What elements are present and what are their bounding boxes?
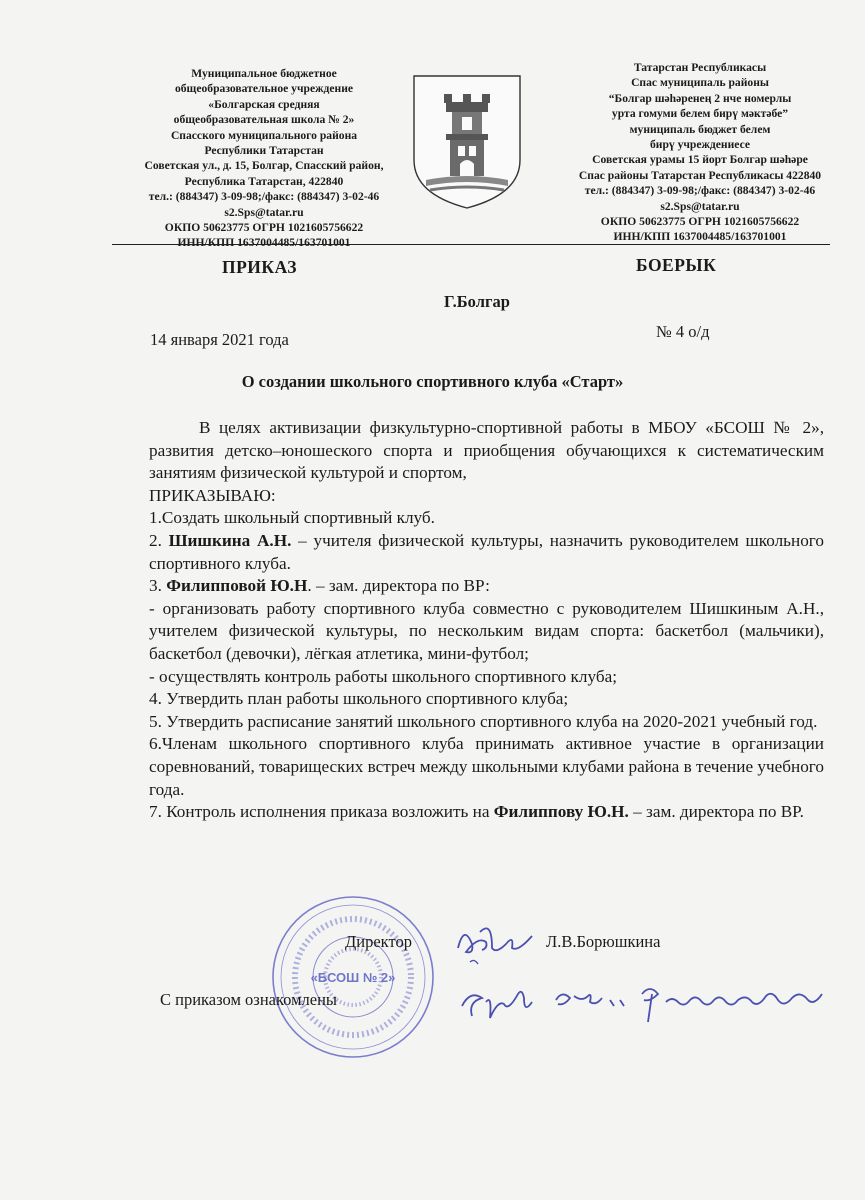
acknowledgement-signature: [452, 972, 832, 1042]
header-left-requisites: [128, 66, 400, 251]
header-left-line: общеобразовательное учреждение: [174, 82, 354, 96]
header-right-requisites: [560, 60, 840, 245]
order-item-2: [149, 530, 824, 575]
order-item-7: [149, 801, 824, 824]
seal-center-text: «БСОШ № 2»: [310, 970, 396, 985]
header-right-line: урта гомуми белем бирү мәктәбе”: [611, 107, 789, 121]
order-item-2-num: 2.: [149, 530, 162, 550]
header-left-line: «Болгарская средняя: [208, 97, 320, 111]
order-item-7-name: Филиппову Ю.Н.: [493, 802, 629, 822]
order-item-3a: - организовать работу спортивного клуба совместно с руководителем Шишкиным А.Н., учителем физической культуры, по нескольким видам спорта: баскетбол (мальчики), баскетбол (девочки), лёгкая атлетика, мини-футбол;: [149, 598, 824, 663]
header-left-line: общеобразовательная школа № 2»: [173, 113, 355, 127]
doc-type-tt: БОЕРЫК: [636, 255, 717, 275]
doc-city: Г.Болгар: [444, 292, 510, 311]
doc-title: О создании школьного спортивного клуба «Старт»: [241, 372, 624, 391]
director-signature: [452, 918, 538, 976]
order-item-5: 5. Утвердить расписание занятий школьного спортивного клуба на 2020-2021 учебный год.: [149, 711, 818, 731]
order-item-3-num: 3.: [149, 576, 162, 596]
signatory-name: Л.В.Борюшкина: [546, 932, 661, 951]
order-item-1: 1.Создать школьный спортивный клуб.: [149, 508, 435, 528]
order-item-3-name: Филипповой Ю.Н: [166, 576, 308, 596]
header-left-line: ИНН/КПП 1637004485/163701001: [177, 236, 351, 250]
header-left-line: Советская ул., д. 15, Болгар, Спасский район,: [144, 159, 384, 173]
header-left-line: Республика Татарстан, 422840: [184, 174, 344, 188]
acknowledged-label: С приказом ознакомлены: [160, 990, 338, 1009]
header-right-line: бирү учреждениесе: [649, 138, 751, 152]
header-right-line: Спас районы Татарстан Республикасы 422840: [578, 168, 822, 182]
header-right-line: тел.: (884347) 3-09-98;/факс: (884347) 3-02-46: [584, 184, 816, 198]
order-intro: В целях активизации физкультурно-спортивной работы в МБОУ «БСОШ № 2», развития детско–юношеского спорта и приобщения обучающихся к систематическим занятиям физической культурой и спортом,: [149, 418, 824, 483]
header-divider: [112, 244, 830, 245]
school-seal-stamp: [268, 892, 438, 1062]
order-item-2-text: – учителя физической культуры, назначить руководителем школьного спортивного клуба.: [149, 530, 825, 573]
order-body: [149, 417, 824, 824]
order-item-6: 6.Членам школьного спортивного клуба принимать активное участие в организации соревнований, товарищеских встреч между школьными клубами района в течение учебного года.: [149, 734, 824, 799]
doc-date: 14 января 2021 года: [150, 330, 289, 349]
order-item-3: [149, 575, 824, 598]
header-right-line: “Болгар шәһәренең 2 нче номерлы: [608, 91, 792, 105]
order-item-2-name: Шишкина А.Н.: [168, 530, 292, 550]
header-right-line: s2.Sps@tatar.ru: [660, 199, 740, 213]
header-right-line: ОКПО 50623775 ОГРН 1021605756622: [600, 215, 800, 229]
order-item-7-post: – зам. директора по ВР.: [628, 802, 804, 822]
header-left-line: тел.: (884347) 3-09-98;/факс: (884347) 3-02-46: [148, 190, 380, 204]
header-left-line: s2.Sps@tatar.ru: [224, 205, 304, 219]
order-item-3-text: . – зам. директора по ВР:: [307, 576, 490, 596]
order-item-4: 4. Утвердить план работы школьного спортивного клуба;: [149, 689, 569, 709]
header-left-line: Республики Татарстан: [204, 144, 324, 158]
doc-type-ru: ПРИКАЗ: [222, 257, 298, 277]
order-item-3b: - осуществлять контроль работы школьного спортивного клуба;: [149, 666, 617, 686]
header-right-line: Спас муниципаль районы: [631, 76, 769, 90]
signatory-role: Директор: [345, 932, 412, 951]
header-left-line: Муниципальное бюджетное: [191, 67, 337, 80]
header-right-line: Татарстан Республикасы: [633, 61, 767, 74]
coat-of-arms-emblem: [408, 72, 526, 212]
header-right-line: Советская урамы 15 йорт Болгар шәһәре: [592, 153, 808, 167]
order-word: ПРИКАЗЫВАЮ:: [149, 485, 276, 505]
header-right-line: ИНН/КПП 1637004485/163701001: [613, 230, 787, 244]
header-left-line: Спасского муниципального района: [170, 128, 358, 142]
doc-number: № 4 о/д: [656, 322, 710, 341]
header-right-line: муниципаль бюджет белем: [629, 122, 771, 136]
header-left-line: ОКПО 50623775 ОГРН 1021605756622: [164, 221, 364, 235]
order-item-7-pre: 7. Контроль исполнения приказа возложить на: [149, 802, 494, 822]
